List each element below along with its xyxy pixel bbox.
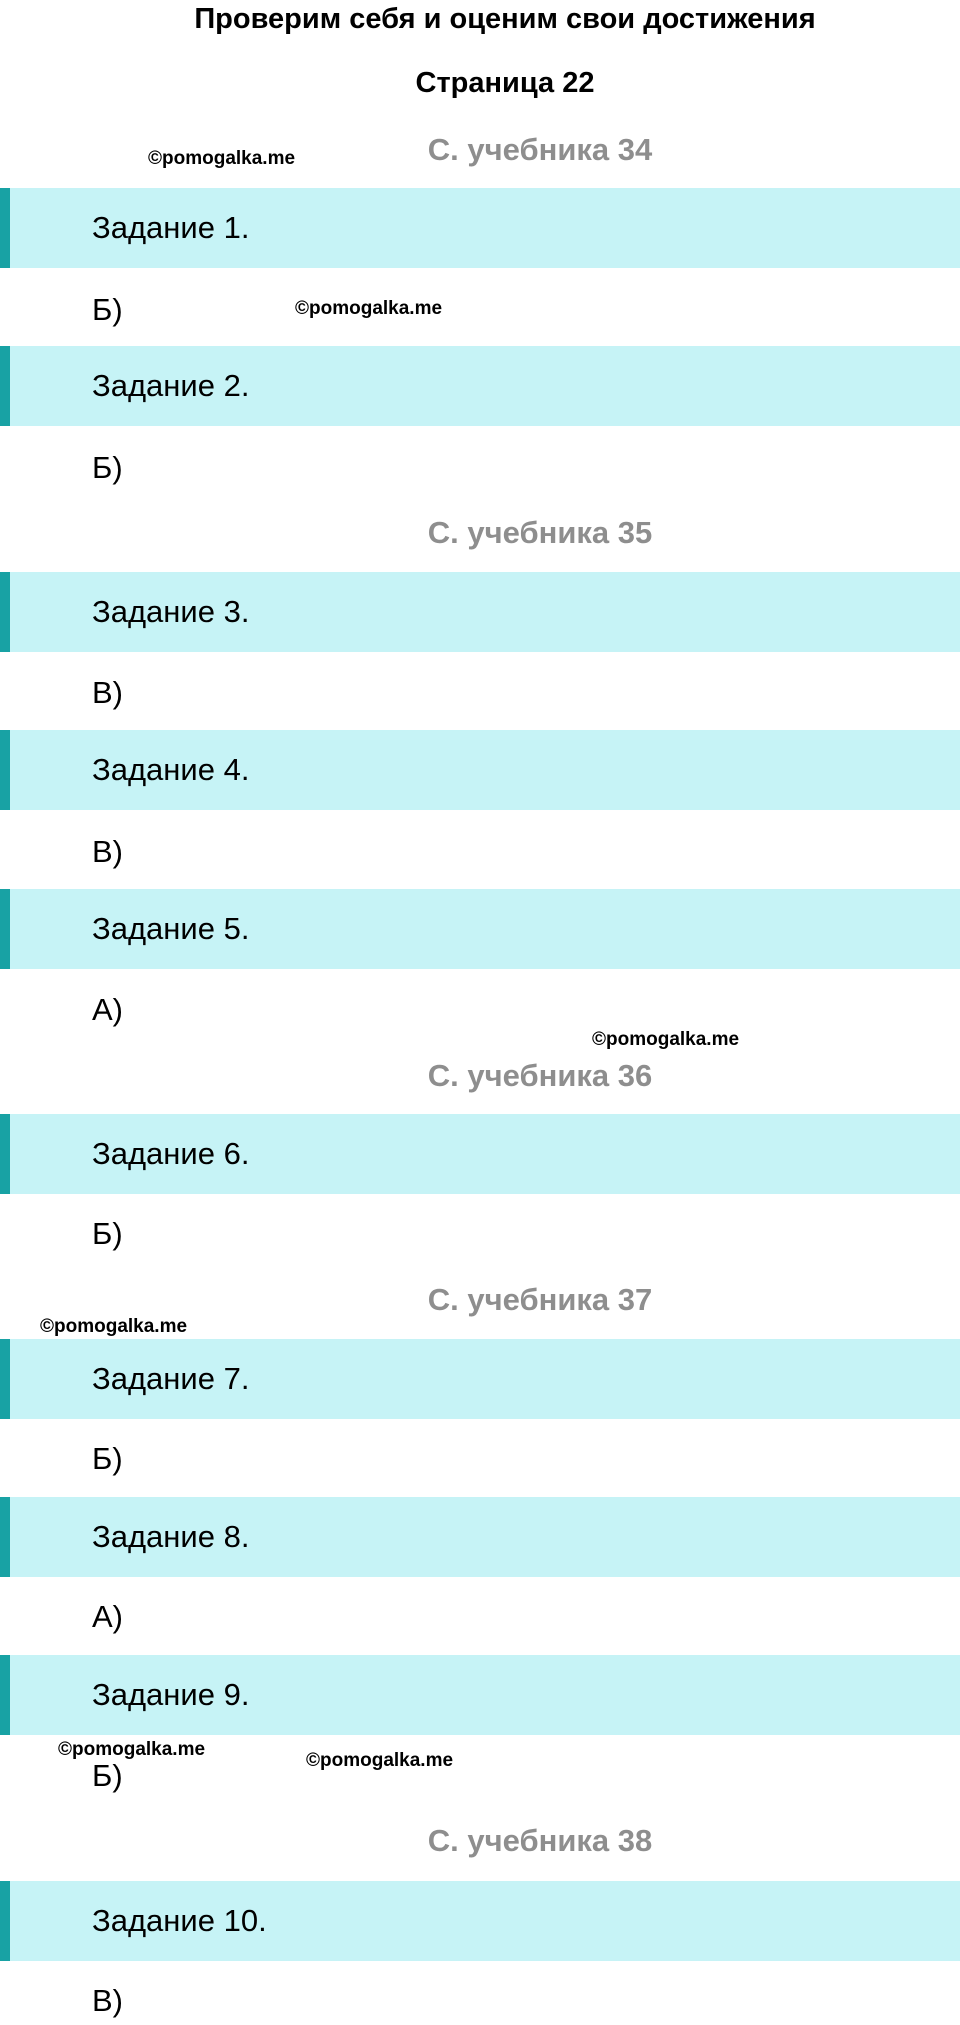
task-band (0, 1881, 960, 1961)
task-band (0, 889, 960, 969)
task-band-accent (0, 572, 10, 652)
task-label: Задание 5. (92, 911, 250, 946)
page-title: Проверим себя и оценим свои достижения (194, 3, 816, 35)
task-label: Задание 3. (92, 594, 250, 629)
watermark: ©pomogalka.me (40, 1316, 188, 1337)
task-label: Задание 6. (92, 1136, 250, 1171)
task-band-accent (0, 1655, 10, 1735)
task-band (0, 730, 960, 810)
task-answer: А) (92, 992, 123, 1027)
task-answer: В) (92, 834, 123, 869)
watermark: ©pomogalka.me (58, 1739, 206, 1760)
section-heading: С. учебника 38 (427, 1823, 653, 1858)
section-heading: С. учебника 34 (427, 132, 653, 167)
watermark: ©pomogalka.me (295, 298, 443, 319)
page-number-title: Страница 22 (415, 67, 595, 99)
task-band (0, 1655, 960, 1735)
task-label: Задание 10. (92, 1903, 267, 1938)
task-answer: В) (92, 675, 123, 710)
task-answer: Б) (92, 1758, 123, 1793)
task-band-accent (0, 346, 10, 426)
task-answer: В) (92, 1983, 123, 2018)
task-band-accent (0, 1881, 10, 1961)
watermark: ©pomogalka.me (148, 148, 296, 169)
task-band (0, 1339, 960, 1419)
task-label: Задание 7. (92, 1361, 250, 1396)
task-answer: А) (92, 1599, 123, 1634)
task-band-accent (0, 1497, 10, 1577)
task-answer: Б) (92, 292, 123, 327)
task-label: Задание 2. (92, 368, 250, 403)
section-heading: С. учебника 35 (427, 515, 653, 550)
task-label: Задание 1. (92, 210, 250, 245)
watermark: ©pomogalka.me (306, 1750, 454, 1771)
task-band-accent (0, 1114, 10, 1194)
task-band (0, 1497, 960, 1577)
task-band-accent (0, 188, 10, 268)
task-answer: Б) (92, 1216, 123, 1251)
task-band (0, 1114, 960, 1194)
task-label: Задание 8. (92, 1519, 250, 1554)
section-heading: С. учебника 37 (427, 1282, 653, 1317)
task-band-accent (0, 1339, 10, 1419)
task-band (0, 346, 960, 426)
watermark: ©pomogalka.me (592, 1029, 740, 1050)
task-answer: Б) (92, 1441, 123, 1476)
task-label: Задание 4. (92, 752, 250, 787)
task-answer: Б) (92, 450, 123, 485)
task-band-accent (0, 889, 10, 969)
task-band (0, 572, 960, 652)
section-heading: С. учебника 36 (427, 1058, 653, 1093)
task-band-accent (0, 730, 10, 810)
task-band (0, 188, 960, 268)
task-label: Задание 9. (92, 1677, 250, 1712)
